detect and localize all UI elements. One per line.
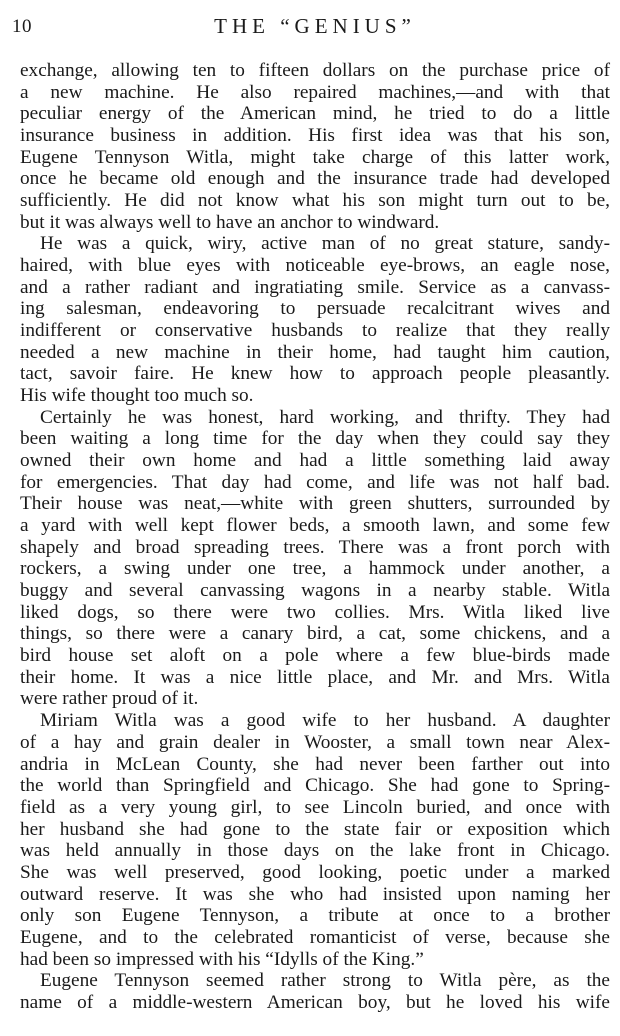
text-line: once he became old enough and the insurance trade had developed	[20, 168, 610, 190]
text-line: had been so impressed with his “Idylls of the King.”	[20, 948, 424, 970]
text-line: shapely and broad spreading trees. There was a front porch with	[20, 536, 610, 558]
text-line: He was a quick, wiry, active man of no great stature, sandy-	[40, 233, 610, 255]
text-line: sufficiently. He did not know what his son might turn out to be,	[20, 190, 610, 212]
text-line: a new machine. He also repaired machines,—and with that	[20, 81, 610, 103]
text-line: but it was always well to have an anchor to windward.	[20, 211, 440, 233]
text-line: was held annually in those days on the lake front in Chicago.	[20, 840, 610, 862]
text-line: the world than Springfield and Chicago. She had gone to Spring-	[20, 775, 610, 797]
text-line: peculiar energy of the American mind, he tried to do a little	[20, 103, 610, 125]
text-line: things, so there were a canary bird, a cat, some chickens, and a	[20, 623, 610, 645]
text-line: insurance business in addition. His first idea was that his son,	[20, 125, 610, 147]
text-line: been waiting a long time for the day when they could say they	[20, 428, 610, 450]
text-line: her husband she had gone to the state fair or exposition which	[20, 818, 610, 840]
running-title: THE “GENIUS”	[214, 14, 416, 38]
text-line: needed a new machine in their home, had taught him caution,	[20, 341, 610, 363]
text-line: for emergencies. That day had come, and life was not half bad.	[20, 471, 610, 493]
text-line: ing salesman, endeavoring to persuade recalcitrant wives and	[20, 298, 610, 320]
text-line: Certainly he was honest, hard working, and thrifty. They had	[40, 406, 610, 428]
text-line: name of a middle-western American boy, but he loved his wife	[20, 991, 610, 1013]
text-line: buggy and several canvassing wagons in a nearby stable. Witla	[20, 580, 610, 602]
text-line: haired, with blue eyes with noticeable eye-brows, an eagle nose,	[20, 255, 610, 277]
text-line: of a hay and grain dealer in Wooster, a small town near Alex-	[20, 731, 610, 753]
text-line: Eugene Tennyson Witla, might take charge of this latter work,	[20, 146, 610, 168]
text-line: field as a very young girl, to see Lincoln buried, and once with	[20, 796, 610, 818]
text-line: only son Eugene Tennyson, a tribute at once to a brother	[20, 905, 610, 927]
text-line: Eugene, and to the celebrated romanticist of verse, because she	[20, 926, 610, 948]
text-line: bird house set aloft on a pole where a few blue-birds made	[20, 645, 610, 667]
text-line: She was well preserved, good looking, poetic under a marked	[20, 861, 610, 883]
text-line: liked dogs, so there were two collies. Mrs. Witla liked live	[20, 601, 610, 623]
text-line: owned their own home and had a little something laid away	[20, 450, 610, 472]
text-line: and a rather radiant and ingratiating smile. Service as a canvass-	[20, 276, 610, 298]
text-line: exchange, allowing ten to fifteen dollars on the purchase price of	[20, 60, 610, 81]
text-line: rockers, a swing under one tree, a hammock under another, a	[20, 558, 610, 580]
text-line: andria in McLean County, she had never been farther out into	[20, 753, 610, 775]
page-header	[12, 8, 610, 42]
text-line: Their house was neat,—white with green shutters, surrounded by	[20, 493, 610, 515]
text-line: their home. It was a nice little place, and Mr. and Mrs. Witla	[20, 666, 610, 688]
text-line: indifferent or conservative husbands to realize that they really	[20, 320, 610, 342]
text-line: a yard with well kept flower beds, a smooth lawn, and some few	[20, 515, 610, 537]
text-line: were rather proud of it.	[20, 688, 199, 710]
page-number: 10	[12, 16, 32, 37]
text-line: Miriam Witla was a good wife to her husband. A daughter	[40, 710, 610, 732]
text-line: His wife thought too much so.	[20, 385, 254, 407]
text-line: outward reserve. It was she who had insisted upon naming her	[20, 883, 610, 905]
body-text	[20, 60, 610, 1014]
text-line: Eugene Tennyson seemed rather strong to Witla père, as the	[40, 970, 610, 992]
text-line: tact, savoir faire. He knew how to approach people pleasantly.	[20, 363, 610, 385]
